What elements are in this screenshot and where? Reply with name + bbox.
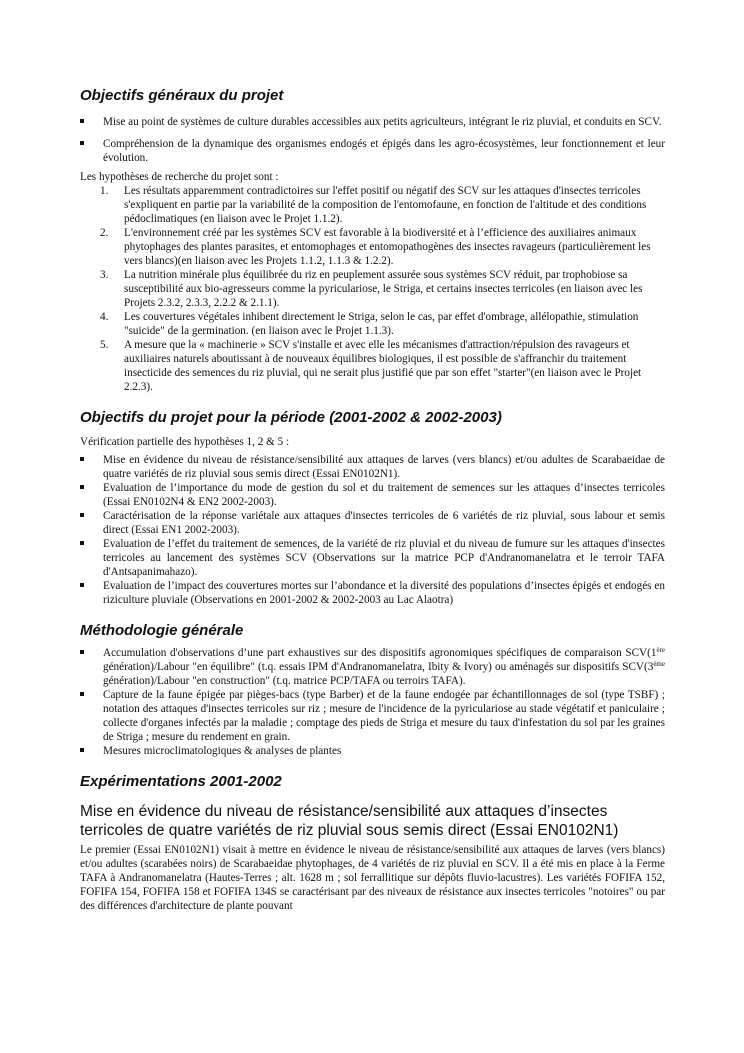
- section-title-objectifs-periode: Objectifs du projet pour la période (2001-2002 & 2002-2003): [80, 409, 502, 426]
- list-item: 1. Les résultats apparemment contradictoires sur l'effet positif ou négatif des SCV sur les attaques d'insectes terricoles s'expliquent en partie par la variabilité de la composition de l'entomofaune, en fonction de l'altitude et des conditions pédoclimatiques (en liaison avec le Projet 1.1.2).: [100, 185, 647, 225]
- list-item: 2. L'environnement créé par les systèmes SCV est favorable à la biodiversité et à l’efficience des auxiliaires animaux phytophages des plantes parasites, et entomophages et entomopathogènes des insectes ravageurs (particulièrement les vers blancs)(en liaison avec les Projets 1.1.2, 1.1.3 & 1.2.2).: [100, 227, 651, 267]
- hypotheses-list: [80, 184, 665, 394]
- bullet-icon: [80, 485, 84, 489]
- list-item: Evaluation de l’effet du traitement de semences, de la variété de riz pluvial et du niveau de fumure sur les attaques d'insectes terricoles au lancement des systèmes SCV (Observations sur la matrice PCP d'Andranomanelatra et le terroir TAFA d'Antsapanimahazo).: [80, 537, 665, 579]
- essai-paragraph: Le premier (Essai EN0102N1) visait à mettre en évidence le niveau de résistance/sensibilité aux attaques de larves (vers blancs) et/ou adultes (scarabées noirs) de Scarabaeidae phytophages, de 4 variétés de riz pluvial en SCV. Il a été mis en place à la Ferme TAFA à Andranomanelatra (Hautes-Terres ; alt. 1628 m ; sol ferrallitique sur dépôts fluvio-lacustres). Les variétés FOFIFA 152, FOFIFA 154, FOFIFA 158 et FOFIFA 134S se caractérisant par des niveaux de résistance aux insectes terricoles "notoires" ou par des différences d'architecture de plante pouvant: [80, 844, 665, 912]
- objectifs-periode-list: [80, 453, 665, 607]
- bullet-icon: [80, 141, 84, 145]
- section-title-objectifs-generaux: Objectifs généraux du projet: [80, 87, 284, 104]
- methodologie-list: [80, 646, 665, 758]
- list-item: Capture de la faune épigée par pièges-bacs (type Barber) et de la faune endogée par échantillonnages de sol (type TSBF) ; notation des attaques d'insectes terricoles sur riz ; mesure de l'incidence de la pyriculariose au stade végétatif et paniculaire ; collecte d'organes infectés par la maladie ; comptage des pieds de Striga et mesure du taux d'infestation du sol par les graines de Striga ; mesure du rendement en grain.: [80, 688, 665, 744]
- bullet-icon: [80, 583, 84, 587]
- list-item: Evaluation de l’importance du mode de gestion du sol et du traitement de semences sur les attaques d’insectes terricoles (Essai EN0102N4 & EN2 2002-2003).: [80, 481, 665, 509]
- hypotheses-intro: Les hypothèses de recherche du projet sont :: [80, 171, 279, 183]
- objectifs-generaux-list: [80, 115, 665, 165]
- verification-intro: Vérification partielle des hypothèses 1, 2 & 5 :: [80, 436, 290, 448]
- bullet-icon: [80, 692, 84, 696]
- list-item: 3. La nutrition minérale plus équilibrée du riz en peuplement assurée sous systèmes SCV réduit, par trophobiose sa susceptibilité aux bio-agresseurs comme la pyriculariose, le Striga, et certains insectes terricoles (en liaison avec les Projets 2.3.2, 2.3.3, 2.2.2 & 2.1.1).: [100, 269, 643, 309]
- section-title-methodologie: Méthodologie générale: [80, 622, 244, 639]
- list-item: Evaluation de l’impact des couvertures mortes sur l’abondance et la diversité des populations d’insectes épigés et endogés en riziculture pluviale (Observations en 2001-2002 & 2002-2003 au Lac Alaotra): [80, 579, 665, 607]
- list-item: 5. A mesure que la « machinerie » SCV s'installe et avec elle les mécanismes d'attraction/répulsion des ravageurs et auxiliaires naturels aboutissant à de nouveaux équilibres biologiques, il est possible de s'affranchir du traitement insecticide des semences du riz pluvial, qui ne serait plus justifié que par son effet "starter"(en liaison avec le Projet 2.2.3).: [100, 339, 642, 393]
- bullet-icon: [80, 748, 84, 752]
- list-item: 4. Les couvertures végétales inhibent directement le Striga, selon le cas, par effet d'ombrage, allélopathie, stimulation "suicide" de la germination. (en liaison avec le Projet 1.1.3).: [100, 311, 639, 337]
- list-item: Caractérisation de la réponse variétale aux attaques d'insectes terricoles de 6 variétés de riz pluvial, sous labour et semis direct (Essai EN1 2002-2003).: [80, 509, 665, 537]
- bullet-icon: [80, 513, 84, 517]
- bullet-icon: [80, 457, 84, 461]
- list-item: Compréhension de la dynamique des organismes endogés et épigés dans les agro-écosystèmes, leur fonctionnement et leur évolution.: [80, 137, 665, 165]
- list-item: Mise au point de systèmes de culture durables accessibles aux petits agriculteurs, intégrant le riz pluvial, et conduits en SCV.: [80, 115, 665, 129]
- list-item: Accumulation d'observations d’une part exhaustives sur des dispositifs agronomiques spécifiques de comparaison SCV(1ère génération)/Labour "en équilibre" (t.q. essais IPM d'Andranomanelatra, Ibity & Ivory) ou aménagés sur dispositifs SCV(3ème génération)/Labour "en construction" (t.q. matrice PCP/TAFA ou terroirs TAFA).: [80, 646, 665, 688]
- list-item: Mesures microclimatologiques & analyses de plantes: [80, 744, 665, 758]
- document-body: [80, 86, 665, 913]
- bullet-icon: [80, 119, 84, 123]
- section-title-experimentations: Expérimentations 2001-2002: [80, 773, 282, 790]
- bullet-icon: [80, 650, 84, 654]
- subsection-title-essai-en0102n1: Mise en évidence du niveau de résistance/sensibilité aux attaques d’insectes terricoles de quatre variétés de riz pluvial sous semis direct (Essai EN0102N1): [80, 803, 619, 839]
- list-item: Mise en évidence du niveau de résistance/sensibilité aux attaques de larves (vers blancs) et/ou adultes de Scarabaeidae de quatre variétés de riz pluvial sous semis direct (Essai EN0102N1).: [80, 453, 665, 481]
- bullet-icon: [80, 541, 84, 545]
